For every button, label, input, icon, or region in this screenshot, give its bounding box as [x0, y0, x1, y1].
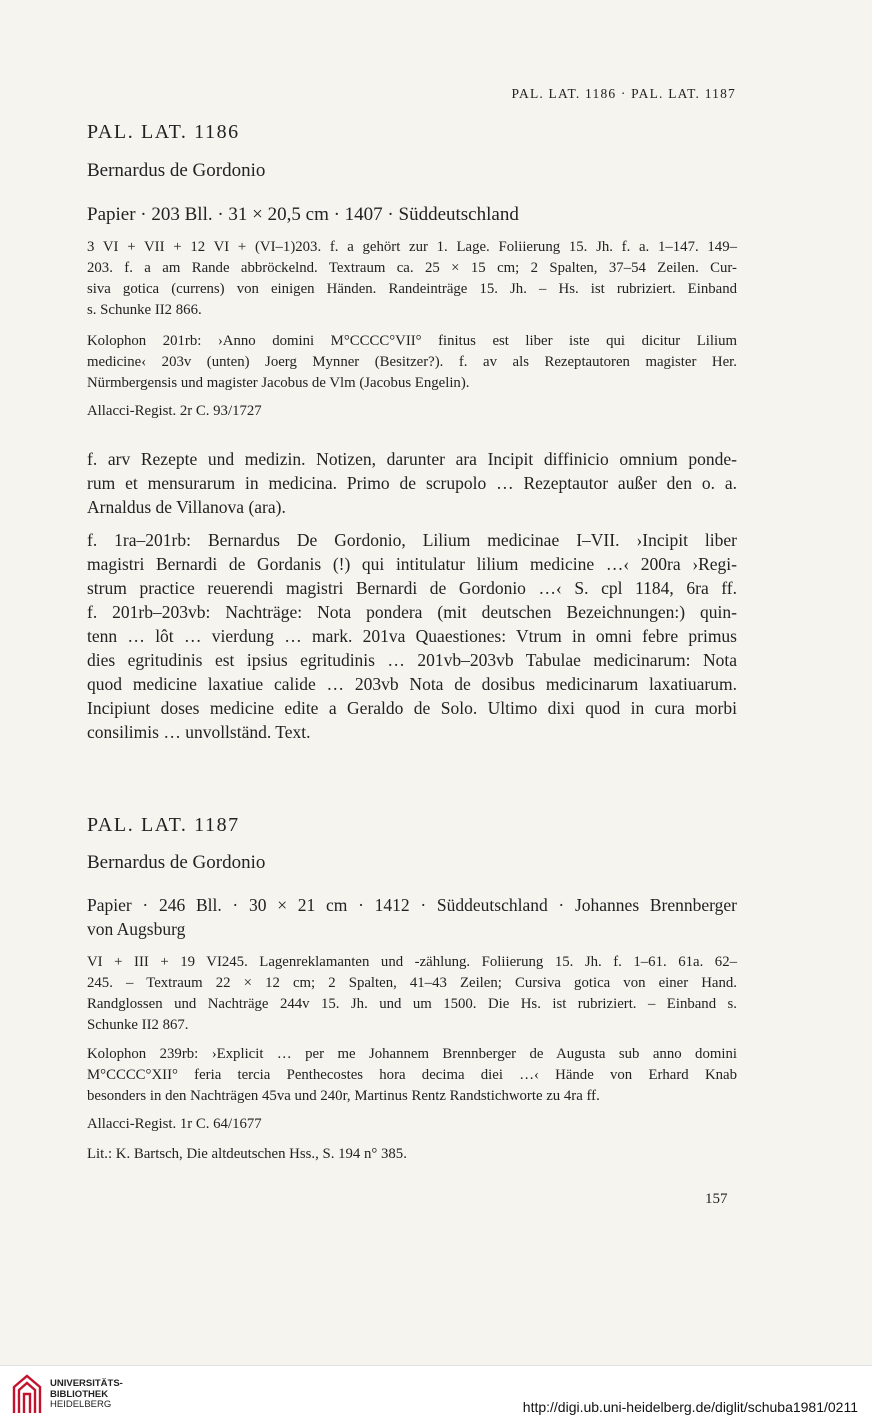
library-name-line: UNIVERSITÄTS- [50, 1378, 123, 1389]
entry-1187-allacci: Allacci-Regist. 1r C. 64/1677 [87, 1116, 262, 1132]
text-line: tenn … lôt … vierdung … mark. 201va Quaestiones: Vtrum in omni febre primus [87, 626, 737, 646]
library-name-line: BIBLIOTHEK [50, 1388, 109, 1400]
entry-1187-colophon [87, 1044, 737, 1107]
text-line: s. Schunke II2 866. [87, 302, 202, 318]
entry-1187-summary [87, 893, 737, 941]
entry-1187-literature: Lit.: K. Bartsch, Die altdeutschen Hss., S. 194 n° 385. [87, 1146, 407, 1162]
entry-1186-signature: PAL. LAT. 1186 [87, 121, 240, 143]
text-line: 3 VI + VII + 12 VI + (VI–1)203. f. a gehört zur 1. Lage. Foliierung 15. Jh. f. a. 1–147. 149– [87, 239, 737, 255]
entry-1187-signature: PAL. LAT. 1187 [87, 814, 240, 836]
running-head: PAL. LAT. 1186 · PAL. LAT. 1187 [511, 86, 736, 101]
text-line: quod medicine laxatiue calide … 203vb Nota de dosibus medicinarum laxatiuarum. [87, 674, 737, 694]
text-line: f. 1ra–201rb: Bernardus De Gordonio, Lilium medicinae I–VII. ›Incipit liber [87, 530, 737, 550]
entry-1187-physical-description [87, 952, 737, 1036]
text-line: Kolophon 239rb: ›Explicit … per me Johannem Brennberger de Augusta sub anno domini [87, 1046, 737, 1062]
text-line: dies egritudinis est ipsius egritudinis … 201vb–203vb Tabulae medicinarum: Nota [87, 650, 737, 670]
text-line: Schunke II2 867. [87, 1017, 189, 1033]
source-url-link[interactable]: http://digi.ub.uni-heidelberg.de/diglit/schuba1981/0211 [522, 1399, 858, 1415]
text-line: strum practice reuerendi magistri Bernardi de Gordonio …‹ S. cpl 1184, 6ra ff. [87, 578, 737, 598]
text-line: f. arv Rezepte und medizin. Notizen, darunter ara Incipit diffinicio omnium ponde- [87, 449, 737, 469]
text-line: Arnaldus de Villanova (ara). [87, 497, 286, 517]
footer-bar [0, 1365, 872, 1426]
text-line: consilimis … unvollständ. Text. [87, 722, 311, 742]
entry-1186-allacci: Allacci-Regist. 2r C. 93/1727 [87, 403, 262, 419]
text-line: rum et mensurarum in medicina. Primo de scrupolo … Rezeptautor außer den o. a. [87, 473, 737, 493]
library-name-line: HEIDELBERG [50, 1399, 112, 1410]
text-line: 245. – Textraum 22 × 12 cm; 2 Spalten, 41–43 Zeilen; Cursiva gotica von einer Hand. [87, 975, 737, 991]
text-line: medicine‹ 203v (unten) Joerg Mynner (Besitzer?). f. av als Rezeptautoren magister Her. [87, 354, 737, 370]
entry-1186-summary: Papier · 203 Bll. · 31 × 20,5 cm · 1407 · Süddeutschland [87, 204, 519, 225]
page-number: 157 [705, 1191, 728, 1207]
entry-1186-contents-lilium [87, 528, 737, 744]
text-line: Nürmbergensis und magister Jacobus de Vlm (Jacobus Engelin). [87, 375, 470, 391]
text-line: von Augsburg [87, 919, 186, 939]
text-line: Randglossen und Nachträge 244v 15. Jh. und um 1500. Die Hs. ist rubriziert. – Einband s. [87, 996, 737, 1012]
text-line: VI + III + 19 VI245. Lagenreklamanten und -zählung. Foliierung 15. Jh. f. 1–61. 61a. 62– [87, 954, 737, 970]
entry-1186-author: Bernardus de Gordonio [87, 160, 266, 181]
text-line: magistri Bernardi de Gordanis (!) qui intitulatur lilium medicine …‹ 200ra ›Regi- [87, 554, 737, 574]
entry-1186-physical-description [87, 237, 737, 321]
text-line: f. 201rb–203vb: Nachträge: Nota pondera (mit deutschen Bezeichnungen:) quin- [87, 602, 737, 622]
text-line: Papier · 246 Bll. · 30 × 21 cm · 1412 · Süddeutschland · Johannes Brennberger [87, 895, 737, 915]
text-line: 203. f. a am Rande abbröckelnd. Textraum ca. 25 × 15 cm; 2 Spalten, 37–54 Zeilen. Cur- [87, 260, 737, 276]
text-line: Kolophon 201rb: ›Anno domini M°CCCC°VII° finitus est liber iste qui dicitur Lilium [87, 333, 737, 349]
entry-1187-author: Bernardus de Gordonio [87, 852, 266, 873]
text-line: besonders in den Nachträgen 45va und 240r, Martinus Rentz Randstichworte zu 4ra ff. [87, 1088, 600, 1104]
entry-1186-contents-recipes [87, 447, 737, 519]
text-line: siva gotica (currens) von einigen Händen. Randeinträge 15. Jh. – Hs. ist rubriziert. Einband [87, 281, 737, 297]
text-line: M°CCCC°XII° feria tercia Penthecostes hora decima diei …‹ Hände von Erhard Knab [87, 1067, 737, 1083]
entry-1186-colophon [87, 331, 737, 394]
text-line: Incipiunt doses medicine edite a Geraldo de Solo. Ultimo dixi quod in cura morbi [87, 698, 737, 718]
